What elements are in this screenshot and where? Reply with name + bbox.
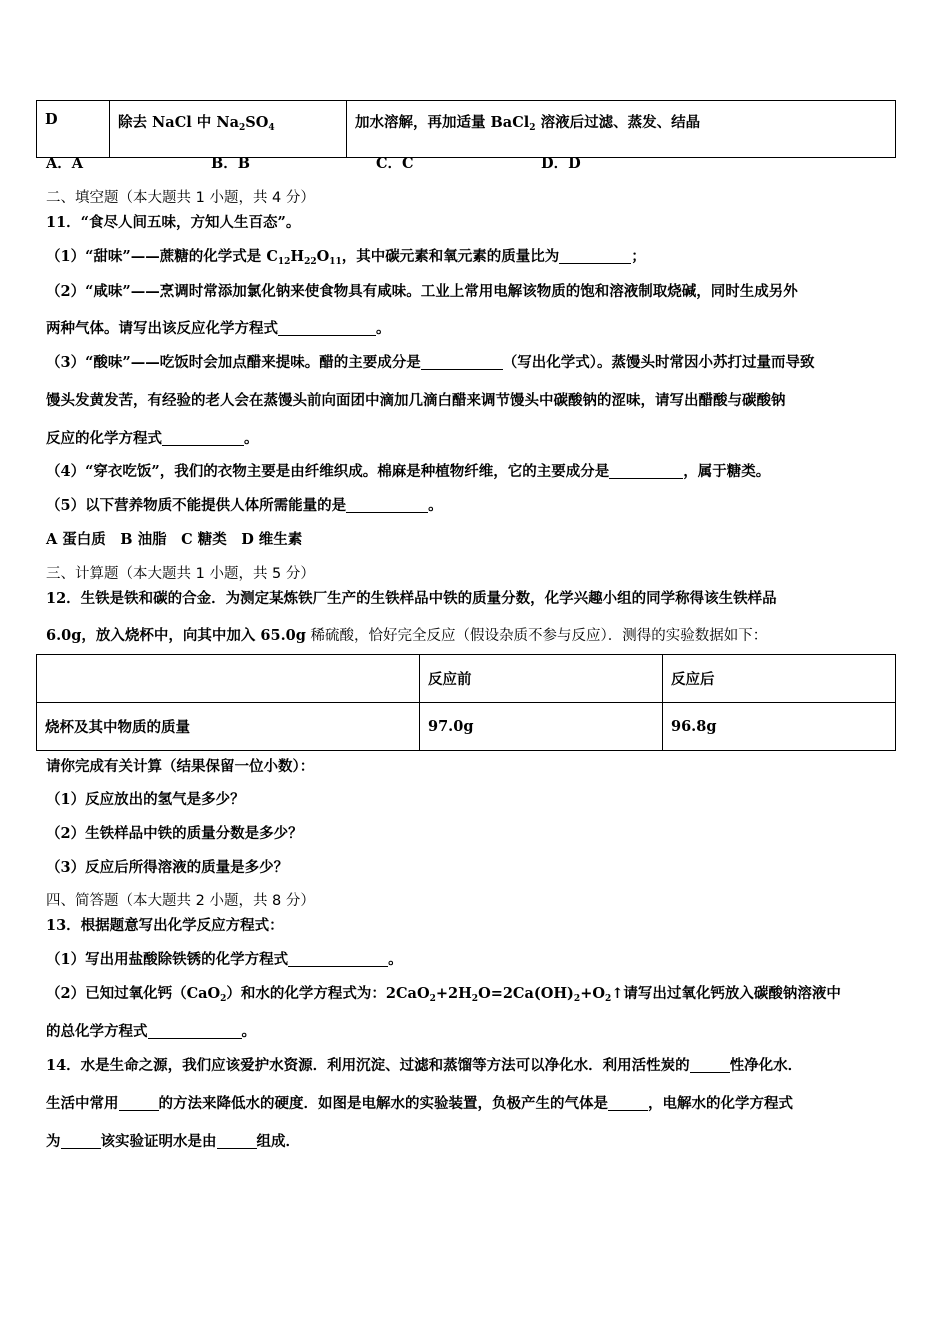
text: （4）“穿衣吃饭”，我们的衣物主要是由纤维织成。棉麻是种植物纤维，它的主要成分是 xyxy=(46,463,610,480)
cell-text: 溶液后过滤、蒸发、结晶 xyxy=(535,114,701,131)
text: ，其中碳元素和氧元素的质量比为 xyxy=(341,248,560,265)
answer-blank[interactable] xyxy=(608,1096,648,1111)
text: 的总化学方程式 xyxy=(46,1023,148,1040)
q13-stem: 13．根据题意写出化学反应方程式： xyxy=(46,917,284,934)
text: （5）以下营养物质不能提供人体所需能量的是 xyxy=(46,497,347,514)
text: ，电解水的化学方程式 xyxy=(648,1095,793,1112)
q12-line-2 xyxy=(46,624,767,645)
answer-blank[interactable] xyxy=(421,355,503,370)
text: ↑请写出过氧化钙放入碳酸钠溶液中 xyxy=(611,985,841,1002)
subscript: 2 xyxy=(573,994,581,1004)
q12-sub-2: （2）生铁样品中铁的质量分数是多少？ xyxy=(46,825,303,842)
q14-line-2 xyxy=(46,1092,793,1113)
text: 该实验证明水是由 xyxy=(100,1133,217,1150)
text: 生活中常用 xyxy=(46,1095,119,1112)
subscript: 12 xyxy=(277,257,291,267)
answer-blank[interactable] xyxy=(217,1134,257,1149)
answer-blank[interactable] xyxy=(61,1134,101,1149)
header-empty-cell xyxy=(37,655,420,703)
text: H xyxy=(290,248,305,265)
header-before: 反应前 xyxy=(420,655,663,703)
subscript: 11 xyxy=(329,257,342,267)
text: 组成． xyxy=(256,1133,300,1150)
header-after: 反应后 xyxy=(663,655,896,703)
option-purpose-cell xyxy=(110,101,347,158)
cell-text: 除去 NaCl 中 Na xyxy=(118,114,239,131)
text: ； xyxy=(631,248,646,265)
answer-blank[interactable] xyxy=(288,952,388,967)
choice-c: C．C xyxy=(376,155,414,172)
answer-blank[interactable] xyxy=(119,1096,159,1111)
text: ，属于糖类。 xyxy=(683,463,771,480)
q13-part-2-line-2 xyxy=(46,1020,256,1041)
option-letter-cell: D xyxy=(37,101,110,158)
choice-d: D．D xyxy=(541,155,581,172)
q11-options: A 蛋白质 B 油脂 C 糖类 D 维生素 xyxy=(46,531,303,548)
answer-blank[interactable] xyxy=(346,498,428,513)
text: 。 xyxy=(241,1023,256,1040)
text: （2）已知过氧化钙（CaO xyxy=(46,985,221,1002)
cell-text: 加水溶解，再加适量 BaCl xyxy=(355,114,530,131)
q11-part-2-line-1: （2）“咸味”——烹调时常添加氯化钠来使食物具有咸味。工业上常用电解该物质的饱和溶液制取烧碱，同时生成另外 xyxy=(46,283,798,300)
subscript: 22 xyxy=(304,257,317,267)
text: 。 xyxy=(244,430,259,447)
subscript: 2 xyxy=(604,994,612,1004)
text: 6.0g，放入烧杯中，向其中加入 65.0g xyxy=(46,627,306,644)
subscript: 4 xyxy=(268,123,275,133)
answer-blank[interactable] xyxy=(148,1024,242,1039)
text: 。 xyxy=(388,951,403,968)
option-method-cell xyxy=(347,101,896,158)
text: 的方法来降低水的硬度．如图是电解水的实验装置，负极产生的气体是 xyxy=(158,1095,608,1112)
text: 性净化水． xyxy=(729,1057,803,1074)
section-heading-2: 二、填空题（本大题共 1 小题，共 4 分） xyxy=(46,190,315,206)
q12-sub-3: （3）反应后所得溶液的质量是多少？ xyxy=(46,859,289,876)
text: +2H xyxy=(435,985,472,1002)
subscript: 2 xyxy=(471,994,479,1004)
text: 稀硫酸，恰好完全反应（假设杂质不参与反应）．测得的实验数据如下： xyxy=(305,628,768,644)
answer-blank[interactable] xyxy=(609,464,683,479)
q13-part-2-line-1 xyxy=(46,982,841,1004)
q11-part-4 xyxy=(46,460,770,481)
text: 。 xyxy=(376,320,391,337)
q12-line-1: 12．生铁是铁和碳的合金．为测定某炼铁厂生产的生铁样品中铁的质量分数，化学兴趣小组的同学称得该生铁样品 xyxy=(46,590,777,607)
value-before: 97.0g xyxy=(420,703,663,751)
row-label: 烧杯及其中物质的质量 xyxy=(37,703,420,751)
text: （1）写出用盐酸除铁锈的化学方程式 xyxy=(46,951,289,968)
q12-ask: 请你完成有关计算（结果保留一位小数）： xyxy=(46,758,315,775)
text: O=2Ca(OH) xyxy=(478,985,574,1002)
q11-part-3-line-1 xyxy=(46,351,815,372)
text: ）和水的化学方程式为：2CaO xyxy=(226,985,430,1002)
subscript: 2 xyxy=(239,123,246,133)
q12-sub-1: （1）反应放出的氢气是多少？ xyxy=(46,791,245,808)
text: 。 xyxy=(428,497,443,514)
option-table xyxy=(36,100,896,158)
q11-part-2-line-2 xyxy=(46,317,391,338)
text: （1）“甜味”——蔗糖的化学式是 C xyxy=(46,248,278,265)
text: O xyxy=(316,248,330,265)
q11-part-1 xyxy=(46,245,646,267)
text: +O xyxy=(580,985,605,1002)
text: 两种气体。请写出该反应化学方程式 xyxy=(46,320,278,337)
text: （3）“酸味”——吃饭时会加点醋来提味。醋的主要成分是 xyxy=(46,354,421,371)
answer-blank[interactable] xyxy=(559,249,631,264)
table-row xyxy=(37,703,896,751)
q11-part-3-line-3 xyxy=(46,427,259,448)
q14-line-3 xyxy=(46,1130,300,1151)
text: 为 xyxy=(46,1133,61,1150)
q11-part-5 xyxy=(46,494,443,515)
answer-blank[interactable] xyxy=(690,1058,730,1073)
q13-part-1 xyxy=(46,948,403,969)
answer-blank[interactable] xyxy=(162,431,244,446)
subscript: 2 xyxy=(220,994,227,1004)
question-11-stem: 11．“食尽人间五味，方知人生百态”。 xyxy=(46,214,301,231)
table-row xyxy=(37,101,896,158)
text: 反应的化学方程式 xyxy=(46,430,162,447)
section-heading-4: 四、简答题（本大题共 2 小题，共 8 分） xyxy=(46,893,315,909)
answer-blank[interactable] xyxy=(278,321,376,336)
subscript: 2 xyxy=(529,123,536,133)
section-heading-3: 三、计算题（本大题共 1 小题，共 5 分） xyxy=(46,566,315,582)
subscript: 2 xyxy=(429,994,436,1004)
q11-part-3-line-2: 馒头发黄发苦，有经验的老人会在蒸馒头前向面团中滴加几滴白醋来调节馒头中碳酸钠的涩味，请写出醋酸与碳酸钠 xyxy=(46,392,786,409)
value-after: 96.8g xyxy=(663,703,896,751)
experiment-data-table xyxy=(36,654,896,751)
choice-b: B．B xyxy=(211,155,251,172)
cell-text: SO xyxy=(245,114,269,131)
q14-line-1 xyxy=(46,1054,802,1075)
text: 14．水是生命之源，我们应该爱护水资源．利用沉淀、过滤和蒸馏等方法可以净化水．利用活性炭的 xyxy=(46,1057,690,1074)
text: （写出化学式）。蒸馒头时常因小苏打过量而导致 xyxy=(502,354,815,371)
table-row xyxy=(37,655,896,703)
choice-a: A．A xyxy=(46,155,84,172)
